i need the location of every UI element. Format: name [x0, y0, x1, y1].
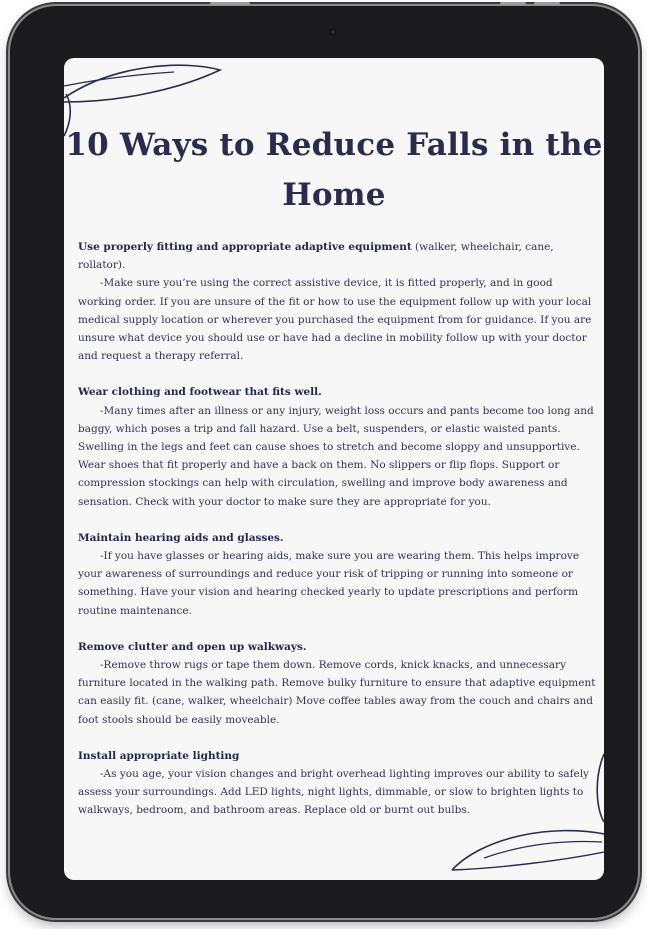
section-heading: Install appropriate lighting	[78, 749, 240, 762]
front-camera-icon	[329, 28, 337, 36]
section-adaptive-equipment	[78, 238, 598, 365]
section-body: -If you have glasses or hearing aids, make sure you are wearing them. This helps improve your awareness of surroundings and reduce your risk of tripping or running into someone or something. Have your vision and hearing checked yearly to update prescriptions and perform routine maintenance.	[78, 550, 580, 617]
section-heading: Use properly fitting and appropriate adaptive equipment	[78, 241, 412, 253]
volume-button-2	[534, 2, 560, 5]
tablet-frame	[10, 6, 638, 918]
section-clutter-walkways	[78, 638, 598, 729]
volume-button	[500, 2, 526, 5]
section-heading: Maintain hearing aids and glasses.	[78, 531, 284, 544]
section-body: -Remove throw rugs or tape them down. Remove cords, knick knacks, and unnecessary furniture located in the walking path. Remove bulky furniture to ensure that adaptive equipment can easily fit. (cane, walker, wheelchair) Move coffee tables away from the couch and chairs and foot stools should be easily moveable.	[78, 659, 596, 726]
page-title: 10 Ways to Reduce Falls in the Home	[65, 127, 603, 213]
section-clothing-footwear	[78, 383, 598, 510]
section-hearing-glasses	[78, 529, 598, 620]
document-body	[78, 238, 598, 838]
section-body: -As you age, your vision changes and bright overhead lighting improves our ability to safely assess your surroundings. Add LED lights, night lights, dimmable, or slow to brighten lights to walkways, bedroom, and bathroom areas. Replace old or burnt out bulbs.	[78, 768, 589, 817]
section-heading: Remove clutter and open up walkways.	[78, 640, 307, 653]
power-button	[210, 2, 250, 5]
section-heading-tail: (walker, wheelchair, cane, rollator).	[78, 241, 554, 272]
section-body: -Many times after an illness or any injury, weight loss occurs and pants become too long and baggy, which poses a trip and fall hazard. Use a belt, suspenders, or elastic waisted pants. Swelling in the legs and feet can cause shoes to stretch and become sloppy and unsupportive. Wear shoes that fit properly and have a back on them. No slippers or flip flops. Support or compression stockings can help with circulation, swelling and improve body awareness and sensation. Check with your doctor to make sure they are appropriate for you.	[78, 404, 594, 508]
section-body: -Make sure you’re using the correct assistive device, it is fitted properly, and in good working order. If you are unsure of the fit or how to use the equipment follow up with your local medical supply location or wherever you purchased the equipment from for guidance. If you are unsure what device you should use or have had a decline in mobility follow up with your doctor and request a therapy referral.	[78, 277, 592, 363]
section-lighting	[78, 747, 598, 820]
section-heading: Wear clothing and footwear that fits well.	[78, 386, 322, 399]
tablet-screen	[64, 58, 604, 880]
